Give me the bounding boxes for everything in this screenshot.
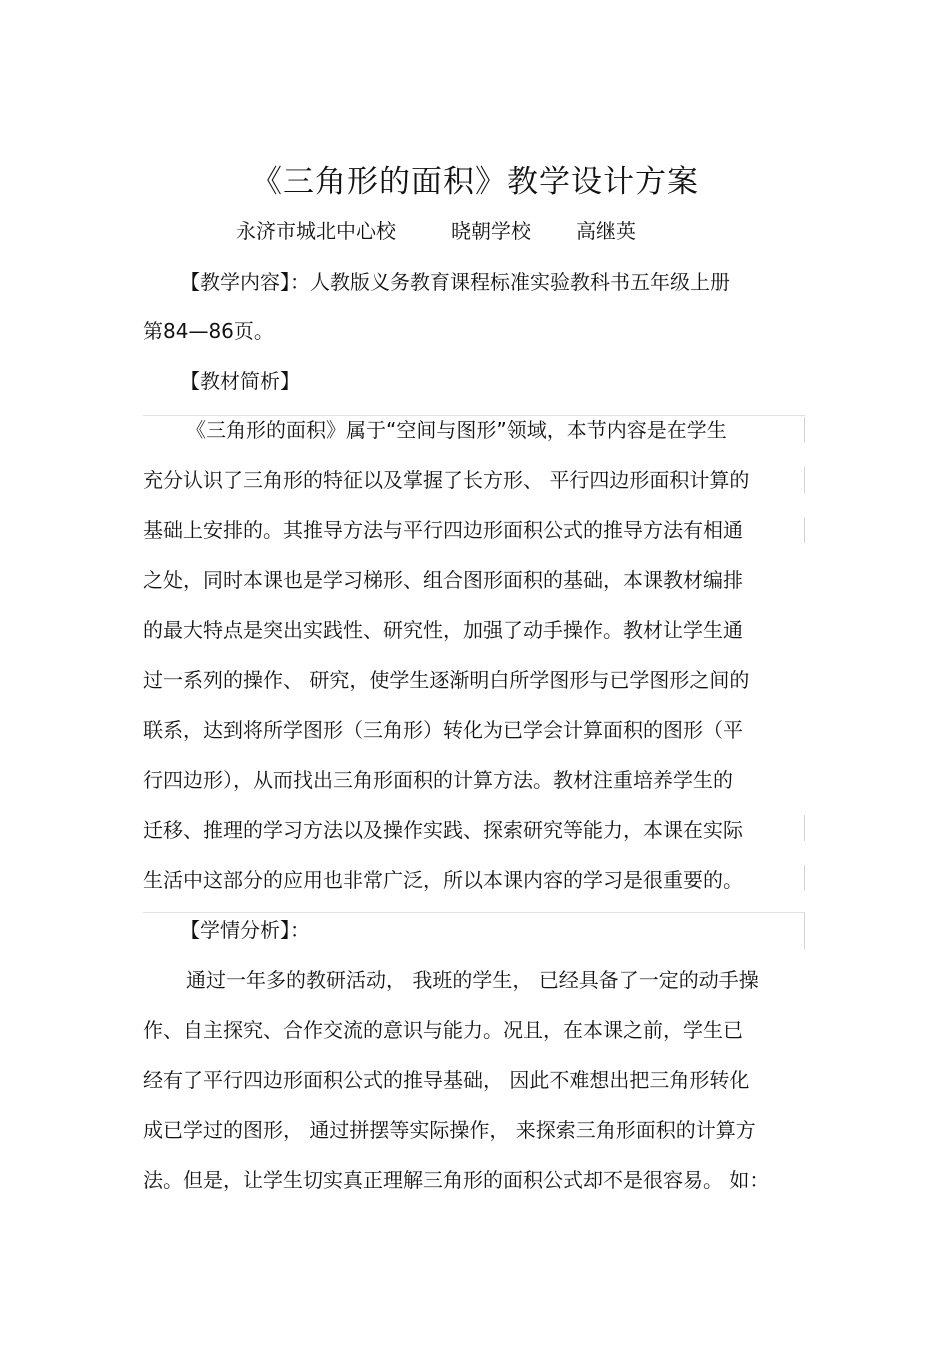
analysis-line: 的最大特点是突出实践性、研究性，加强了动手操作。教材让学生通 [143,618,743,642]
scan-rule-mid [143,912,805,913]
analysis-line: 基础上安排的。其推导方法与平行四边形面积公式的推导方法有相通 [143,518,743,542]
scan-edge-mark [804,865,805,891]
analysis-line: 生活中这部分的应用也非常广泛，所以本课内容的学习是很重要的。 [143,868,743,892]
scan-edge-mark [804,467,805,493]
analysis-line: 行四边形），从而找出三角形面积的计算方法。教材注重培养学生的 [143,768,733,792]
author-line [0,215,950,247]
document-title: 《三角形的面积》教学设计方案 [251,164,699,200]
content-line-cont: 第84—86页。 [143,319,274,343]
student-line: 通过一年多的教研活动， 我班的学生， 已经具备了一定的动手操 [186,968,759,992]
student-line: 作、自主探究、合作交流的意识与能力。况且，在本课之前，学生已 [143,1018,743,1042]
author-school: 永济市城北中心校 [236,219,396,243]
analysis-line: 《三角形的面积》属于“空间与图形”领域，本节内容是在学生 [186,418,727,442]
student-line: 成已学过的图形， 通过拼摆等实际操作， 来探索三角形面积的计算方 [143,1118,756,1142]
scan-edge-mark [804,417,805,443]
student-line: 法。但是，让学生切实真正理解三角形的面积公式却不是很容易。 如： [143,1168,770,1192]
author-name: 高继英 [576,219,636,243]
content-line: 【教学内容】：人教版义务教育课程标准实验教科书五年级上册 [180,270,730,294]
analysis-line: 过一系列的操作、 研究，使学生逐渐明白所学图形与已学图形之间的 [143,668,750,692]
analysis-line: 之处，同时本课也是学习梯形、组合图形面积的基础，本课教材编排 [143,568,743,592]
scan-edge-mark [804,913,805,949]
analysis-line: 联系，达到将所学图形（三角形）转化为已学会计算面积的图形（平 [143,718,743,742]
scan-edge-mark [804,517,805,543]
scan-edge-mark [804,815,805,841]
analysis-line: 充分认识了三角形的特征以及掌握了长方形、 平行四边形面积计算的 [143,468,750,492]
student-heading: 【学情分析】： [180,918,310,942]
student-line: 经有了平行四边形面积公式的推导基础， 因此不难想出把三角形转化 [143,1068,750,1092]
author-unit: 晓朝学校 [451,219,531,243]
analysis-heading: 【教材简析】 [180,369,300,393]
analysis-line: 迁移、推理的学习方法以及操作实践、探索研究等能力，本课在实际 [143,818,743,842]
